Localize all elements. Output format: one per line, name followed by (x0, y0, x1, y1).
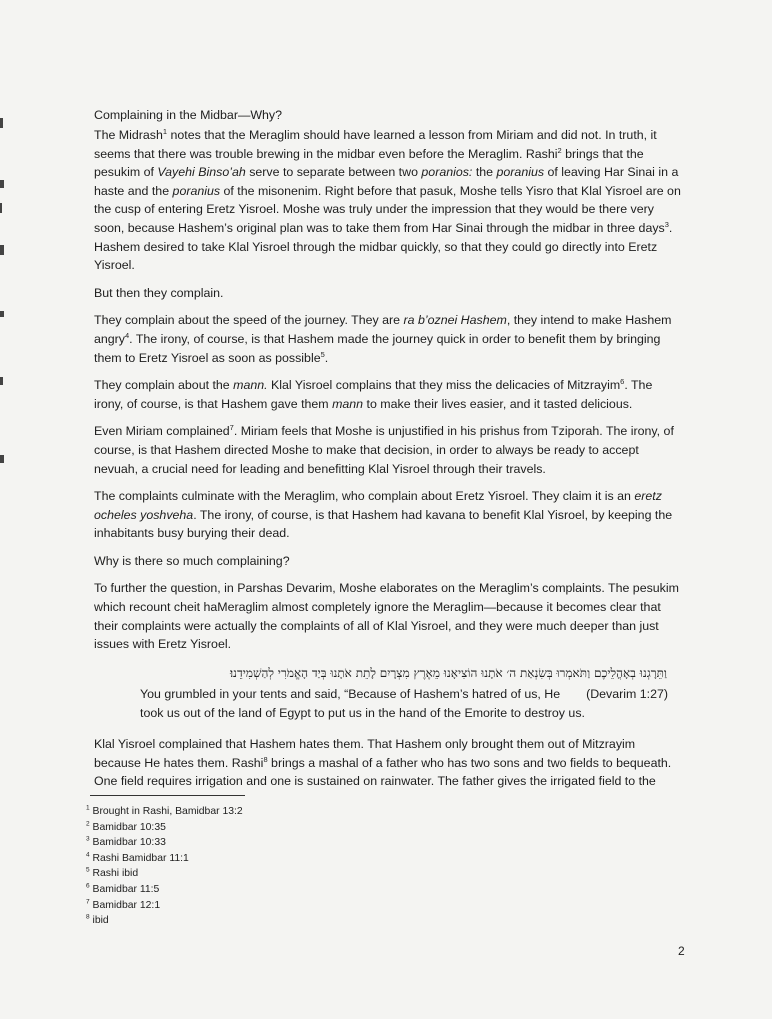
paragraph: But then they complain. (94, 285, 224, 300)
paragraph: The complaints culminate with the Meraglim, who complain about Eretz Yisroel. They claim it is an eretz ocheles yoshveha. The irony, of course, is that Hashem had kavana to benefit Klal Yisroel, by keeping the inhabitants busy burying their dead. (94, 489, 673, 541)
footnote-number: 4 (86, 851, 90, 859)
footnote-text: Bamidbar 10:33 (89, 837, 166, 849)
paragraph: They complain about the mann. Klal Yisroel complains that they miss the delicacies of Mitzrayim$^6$. The irony, of course, is that Hashem gave them mann to make their lives easier, and it tasted delicious. (94, 377, 653, 411)
verse-translation (140, 685, 668, 722)
scan-mark (0, 180, 4, 188)
paragraph: They complain about the speed of the journey. They are ra b’oznei Hashem, they intend to make Hashem angry$^4$. The irony, of course, is that Hashem made the journey quick in order to benefit them by bringing them to Eretz Yisroel as soon as possible$^5$. (94, 313, 672, 365)
footnote-text: Rashi ibid (89, 868, 139, 880)
page-number: 2 (678, 944, 685, 958)
footnote-number: 7 (86, 898, 90, 906)
paragraph: To further the question, in Parshas Devarim, Moshe elaborates on the Meraglim’s complaints. The pesukim which recount cheit haMeraglim almost completely ignore the Meraglim—because it becomes clear that their complaints were actually the complaints of all of Klal Yisroel, and they were much deeper than just issues with Eretz Yisroel. (94, 581, 679, 652)
footnote (86, 882, 243, 898)
paragraph: Klal Yisroel complained that Hashem hates them. That Hashem only brought them out of Mitzrayim because He hates them. Rashi$^8$ brings a mashal of a father who has two sons and two fields to bequeath. One field requires irrigation and one is sustained on rainwater. The father gives the irrigated field to the (94, 737, 672, 789)
footnote-text: Bamidbar 10:35 (89, 821, 166, 833)
footnote (86, 851, 243, 867)
paragraph: Why is there so much complaining? (94, 553, 290, 568)
footnote (86, 913, 243, 929)
scan-mark (0, 118, 3, 128)
footnote-text: Rashi Bamidbar 11:1 (89, 852, 189, 864)
footnote-text: Brought in Rashi, Bamidbar 13:2 (89, 806, 243, 817)
footnote (86, 835, 243, 851)
paragraph: The Midrash$^1$ notes that the Meraglim should have learned a lesson from Miriam and did not. In truth, it seems that there was trouble brewing in the midbar even before the Meraglim. Rashi$^2$ brings that the pesukim of Vayehi Binso’ah serve to separate between two poranios: the poranius of leaving Har Sinai in a haste and the poranius of the misonenim. Right before that pasuk, Moshe tells Yisro that Klal Yisroel are on the cusp of entering Eretz Yisroel. Moshe was truly under the impression that they would be there very soon, because Hashem’s original plan was to take them from Har Sinai through the midbar in three days$^3$. Hashem desired to take Klal Yisroel through the midbar quickly, so that they could go directly into Eretz Yisroel. (94, 126, 681, 273)
body-text (94, 126, 684, 663)
scan-mark (0, 377, 3, 385)
scan-mark (0, 245, 4, 255)
footnote (86, 804, 243, 820)
verse-translation-text: You grumbled in your tents and said, “Because of Hashem’s hatred of us, He took us out of the land of Egypt to put us in the hand of the Emorite to destroy us. (140, 687, 585, 720)
verse-citation: (Devarim 1:27) (586, 687, 668, 701)
footnote (86, 820, 243, 836)
scan-mark (0, 311, 4, 317)
scan-mark (0, 203, 2, 213)
closing-text (94, 735, 684, 800)
footnote (86, 866, 243, 882)
footnote-number: 5 (86, 866, 90, 874)
footnote-number: 1 (86, 804, 90, 812)
footnote (86, 898, 243, 914)
footnote-number: 2 (86, 820, 90, 828)
section-heading: Complaining in the Midbar—Why? (94, 108, 283, 122)
footnote-number: 6 (86, 882, 90, 890)
footnote-text: Bamidbar 12:1 (89, 899, 161, 911)
footnote-number: 3 (86, 835, 90, 843)
scan-mark (0, 455, 4, 463)
footnote-number: 8 (86, 913, 90, 921)
footnotes (86, 804, 243, 929)
footnote-text: ibid (89, 915, 109, 927)
footnote-text: Bamidbar 11:5 (89, 883, 160, 895)
paragraph: Even Miriam complained$^7$. Miriam feels that Moshe is unjustified in his prishus from Tziporah. The irony, of course, is that Hashem directed Moshe to make that decision, in order to always be ready to accept nevuah, a crucial need for leading and benefitting Klal Yisroel through their travels. (94, 423, 674, 476)
hebrew-verse: וַתֵּרָגְנוּ בְאָהֳלֵיכֶם וַתֹּאמְרוּ בְּשִׂנְאַת ה׳ אֹתָנוּ הוֹצִיאָנוּ מֵאֶרֶץ מִצְרָיִם לָתֵת אֹתָנוּ בְּיַד הָאֱמֹרִי לְהַשְׁמִידֵנוּ׃ (229, 666, 667, 680)
footnote-divider (90, 795, 245, 796)
